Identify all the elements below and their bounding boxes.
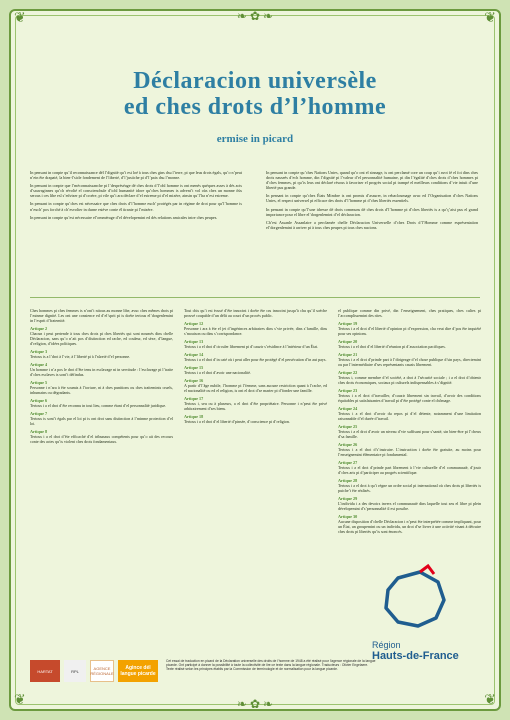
article (338, 424, 481, 439)
articles-column-2 (184, 308, 327, 427)
article-label: Artique 22 (338, 370, 358, 375)
article-text: Tertous i a el drot d’prinde part librement à l’vie culturelle d’el communautè, d’jouir d’ches arts pi d’participer au progrès scientifique. (338, 465, 481, 475)
article-label: Artique 23 (338, 388, 358, 393)
article-text: Tertous i a el drot d’s’instruire. L’instruction i doéte ête gratuite, au moins pour l’enseignemint élémentaire pi fondamental. (338, 447, 481, 457)
article-text: Tertous i, comme membre d’el société, a drot à l’sécurité sociale ; i a el drot d’obtenir ches drots économiques, sociaux pi culturels indispensables à s’dignité. (338, 375, 481, 385)
corner-ornament-icon: ❦ (14, 693, 26, 708)
article-label: Artique 3 (30, 349, 48, 354)
article (30, 326, 173, 346)
preamble-paragraph: In pensant in conpte qu’ches États Mimbre is ont promis d’assurer, in rebacloumage avuc ed l’Organisation d’ches Nations Unies, el respect universel pi efficace des drots d’l’homme pi d’ches libertés essentiels. (266, 193, 478, 204)
article-label: Artique 8 (30, 429, 48, 434)
article-text: Personne i n’ara à ête soumis à l’torture, ni à ches punitions ou ches traitemints cruels, inhumains ou dégradants. (30, 385, 173, 395)
article-text: Tertous i a el drot d’el liberté d’opinion pi d’expression, cha veut dire d’pos ête inquiété pour ses opinions. (338, 326, 481, 336)
corner-ornament-icon: ❦ (484, 693, 496, 708)
article-text: Chacun i peut pertende à tous ches drots pi ches libertés qui sont noumés dins chelle Déclaracion, sans qu’o n’ait pos d’distinction ed rache, ed couleur, ed sèxe, d’langue, d’religion, d’idées politiques. (30, 331, 173, 346)
article (30, 349, 173, 359)
preamble-paragraph: In pensant in conpte qu’il reconnaissance dél l’dignitè qu’i est loé à tous ches gins dsu l’terre, pi que leus drots égals, qu’o n’peut n’ein ête drapaté, la bien-l’sicle fondement de l’liberté, d’l’justiche pi d’l’paix dsu l’monne. (30, 170, 242, 181)
article (184, 414, 327, 424)
article-label: Artique 5 (30, 380, 48, 385)
preamble-paragraph: In pensant in conpte qu’ches Nations Unies, quand qu’o ont el sinnage, is ont perclamé core un coup qu’i avot fé el foi dins ches drots nasseés d’ech homme, din l’dignité pi l’valeur d’el personnalitè humaine, pi din l’égalité d’ches drots d’ches hommes pi d’ches femmes, pi qu’is leus ont déclaré résous à favoriser el progrès social pi trampé el meilleurs conditions d’vie intuit d’une liberté pus grande. (266, 170, 478, 191)
article (184, 308, 327, 318)
article (338, 460, 481, 475)
article-label: Artique 25 (338, 424, 358, 429)
article-text: Tertous i a el drot d’avoir un niveau d’vie suffisant pour s’santé, sin bien-être pi l’cheux d’sa famille. (338, 429, 481, 439)
article-text: Tertous i a el drot d’el liberté d’pinsée, d’conscience pi d’religion. (184, 419, 290, 424)
articles-column-3 (338, 308, 481, 537)
article-text: Tertous i a el drot d’avoir une nacionalitè. (184, 370, 252, 375)
article (184, 378, 327, 393)
article (338, 339, 481, 349)
article-text: Tertous i a el drot d’ête reconnu in tout lieu, comme étant d’el personnalitè juridique. (30, 403, 167, 408)
article-text: Tertous i a el drot d’el liberté d’réunion pi d’association pacifiques. (338, 344, 446, 349)
article (30, 429, 173, 444)
preamble-paragraph: In pensant in conpte qu’est nécessaire el’ommérage d’el dévelopemint ed dés relations amicales intre ches peupes. (30, 214, 218, 220)
article (30, 411, 173, 426)
article-label: Artique 13 (184, 339, 204, 344)
article (30, 398, 173, 408)
article (338, 308, 481, 318)
article-label: Artique 30 (338, 514, 358, 519)
article (338, 496, 481, 511)
article (184, 321, 327, 336)
article-text: Un homme i n’a pos le drot d’ête tenu in esclavage ni in servitude : l’esclavage pi l’traite d’ches esclaves is sont’t défindus. (30, 367, 173, 377)
region-label: Région (372, 640, 401, 650)
corner-ornament-icon: ❦ (484, 11, 496, 26)
article (338, 321, 481, 336)
preamble-right-column (266, 170, 478, 233)
article (338, 514, 481, 534)
article-text: Tertous i a el drot d’travailler, d’cauzir librement sin travail, d’avoir des conditions équitables pi satisfaisantes d’travail pi d’ête protégé conte el chômage. (338, 393, 481, 403)
article-label: Artique 12 (184, 321, 204, 326)
articles-column-1 (30, 308, 173, 447)
article-label: Artique 28 (338, 478, 358, 483)
article (338, 352, 481, 367)
article (338, 442, 481, 457)
article-text: Ches hommes pi ches femmes is n’ont’t nitous au monne libe, avuc ches mêmes drots pi l’minme dignité. Les ont une consience ed d’el’sprit pi is doéte tertous el’dorgenlemint in l’esprit d’fraternitè. (30, 308, 173, 323)
article-label: Artique 7 (30, 411, 48, 416)
article (184, 396, 327, 411)
preamble-paragraph: In pensant in conpte que l’mèconnaissanche pi l’despréséage dé ches drots d’l’ohl homme is ont menés quéques asses à dés acts d’sauvaginnes qu’ch révolté el conscienchule d’ichl humanitè idore qu’ches hommes is advent’t vol oùs ches un monne ôùs serous i ces libe esl s’edvizer pi d’croére, pi vile qu’i ara déclare d’el estreme pi d’el mizère, ainsin qu’l’ha n’est estreme. (30, 183, 242, 199)
partner-logo-rpl: RPL (64, 660, 86, 682)
article-text: el publique comme din privé, din l’enseignement, ches pratiques, ches cultes pi l’accomplissemint des rites. (338, 308, 481, 318)
article-text: Aucune disposition d’chelle Déclaracion i n’peut ête interprétée comme impliquant, pour un État, un groupemint ou un individu, un drot d’se livrer à une activité visant à détruire ches drots pi libertés qu’is sont énoncés. (338, 519, 481, 534)
article-label: Artique 19 (338, 321, 358, 326)
partner-logo-agence: AGENCE RÉGIONALE (90, 660, 114, 682)
article-text: Tertous i a el drot d’in caté où i peut aller pour ête protégé d’el persécution d’in aut pays. (184, 357, 327, 362)
article-label: Artique 14 (184, 352, 204, 357)
article (184, 365, 327, 375)
section-divider (30, 297, 480, 298)
preamble-left-column (30, 170, 242, 223)
article (30, 380, 173, 395)
article (184, 339, 327, 349)
article-label: Artique 21 (338, 352, 358, 357)
article-label: Artique 6 (30, 398, 48, 403)
article-label: Artique 15 (184, 365, 204, 370)
article-label: Artique 26 (338, 442, 358, 447)
article-text: Tertous is a l’drot à l’vie, à l’liberté pi à l’sûreté d’el personne. (30, 354, 131, 359)
article-text: Personne i ara à ête el jet d’ingérinces arbitraires dins s’vie privée, dins s’famille, dins s’moaison ou dins s’corrispondance. (184, 326, 327, 336)
title-line-1: Déclaracion universèle (133, 68, 377, 94)
article-text: Tertous i a el drot d’prinde part à l’dirigeage d’el chose publique d’sin pays, directemint ou par l’intermédiaire d’ses représentants cauzis librement. (338, 357, 481, 367)
article-label: Artique 2 (30, 326, 48, 331)
preamble-paragraph: Ch’est Assanle Assanlaire a perclamée chelle Déclaracion Universelle d’ches Drots d’l’Homme comme esprésentation el’dorgenlemint à arriver pi à tous ches peupes pi tous ches nacions. (266, 219, 478, 230)
page-subtitle: ermise in picard (216, 133, 294, 145)
article-label: Artique 27 (338, 460, 358, 465)
article (338, 406, 481, 421)
article-text: Tertous is sont’t égals par el loi pi is ont drot sans distinction à l’minme protection d’el loi. (30, 416, 173, 426)
page-title (40, 68, 470, 120)
article (338, 388, 481, 403)
region-title: Hauts-de-France (372, 650, 459, 662)
article (184, 352, 327, 362)
article-label: Artique 17 (184, 396, 204, 401)
bottom-ornament-icon: ❧ ✿ ❧ (236, 697, 274, 711)
article-label: Artique 24 (338, 406, 358, 411)
article (30, 362, 173, 377)
article-label: Artique 18 (184, 414, 204, 419)
article-text: Tertous i a el drot d’circuler librement pi d’cauzir s’résidince à l’intérieur d’un État. (184, 344, 319, 349)
partner-logo-hartat: HARTAT (30, 660, 60, 682)
article-label: Artique 4 (30, 362, 48, 367)
article-text: Tertous i a el drot à qu’i régne un ordre social pi international où ches drots pi libertés is puiche’t ête réalisés. (338, 483, 481, 493)
article (30, 308, 173, 323)
footer (30, 658, 480, 688)
article-label: Artique 29 (338, 496, 358, 501)
article-text: Tertous i a el drot d’ête efficaché d’el tribunaux compétents pour qu’o ait des recours conte des actes qu’is violent ches drots fondamentaux. (30, 434, 173, 444)
article-label: Artique 20 (338, 339, 358, 344)
article-text: L’individu i a des devoirs invers el communautè dins laquelle tout seu el libre pi plein dévelopemint d’s’personnalitè il est possibe. (338, 501, 481, 511)
top-ornament-icon: ❧ ✿ ❧ (236, 9, 274, 23)
article-text: Tertous i a el drot d’avoir du repos pi d’el détente, notamment d’une limitation raisonnable d’el durée d’travail. (338, 411, 481, 421)
article-text: Tertous i, seu ou à pluseurs, a el drot d’ête propriétaire. Personne i n’peut ête privé arbitrairement d’ses biens. (184, 401, 327, 411)
partner-logo-agince-langue-picarde: Agince dél langue picarde (118, 660, 158, 682)
preamble-paragraph: In pensant in conpte qu’l’une idresse dé drots communs dé ches drots d’l’homme pi d’ches libertés is a qu’ç’aist pus el grand importance pour el libre el’dorgenlemint d’el déclaracion. (266, 206, 478, 217)
article-label: Artique 16 (184, 378, 204, 383)
title-line-2: ed ches drots d’l’homme (123, 94, 387, 120)
article (338, 478, 481, 493)
preamble-paragraph: In pensant in conpte qu’ches est nécessaire que ches drots d’l’homme euch’ protégés par in régime de drot pour qu’l’homme is n’euch’ pos forché à ch’esvolter in durne estéve conte él tiranie pi l’mizère. (30, 201, 242, 212)
article-text: A partir d’l’âge nubile, l’homme pi l’femme, sans aucune restriction quant à l’rache, ed el nacionalitè ou ed el religion, is ont el drot d’se marier pi d’fonder une famille. (184, 383, 327, 393)
footer-note: Cet essai de traduction en picard de la Déclaration universelle des droits de l’homme de 1948 a été réalisé pour l’agence régionale de la langue picarde. Ont participé à donner la possibilité à toute la collectivité de lire ce texte dans la langue régionale. Traducteurs : Olivier Engelaere. Texte réalisé selon les principes établis par la Commission de terminologie et de normalisation pour la langue picarde. (166, 659, 376, 671)
corner-ornament-icon: ❦ (14, 11, 26, 26)
article-text: Tout chis qu’i est ècusé d’ête innocint i doéte ête cru innocint jusqu’à chu qu’il soéche prouvé coupable d’un délit au court d’un procès public. (184, 308, 327, 318)
article (338, 370, 481, 385)
